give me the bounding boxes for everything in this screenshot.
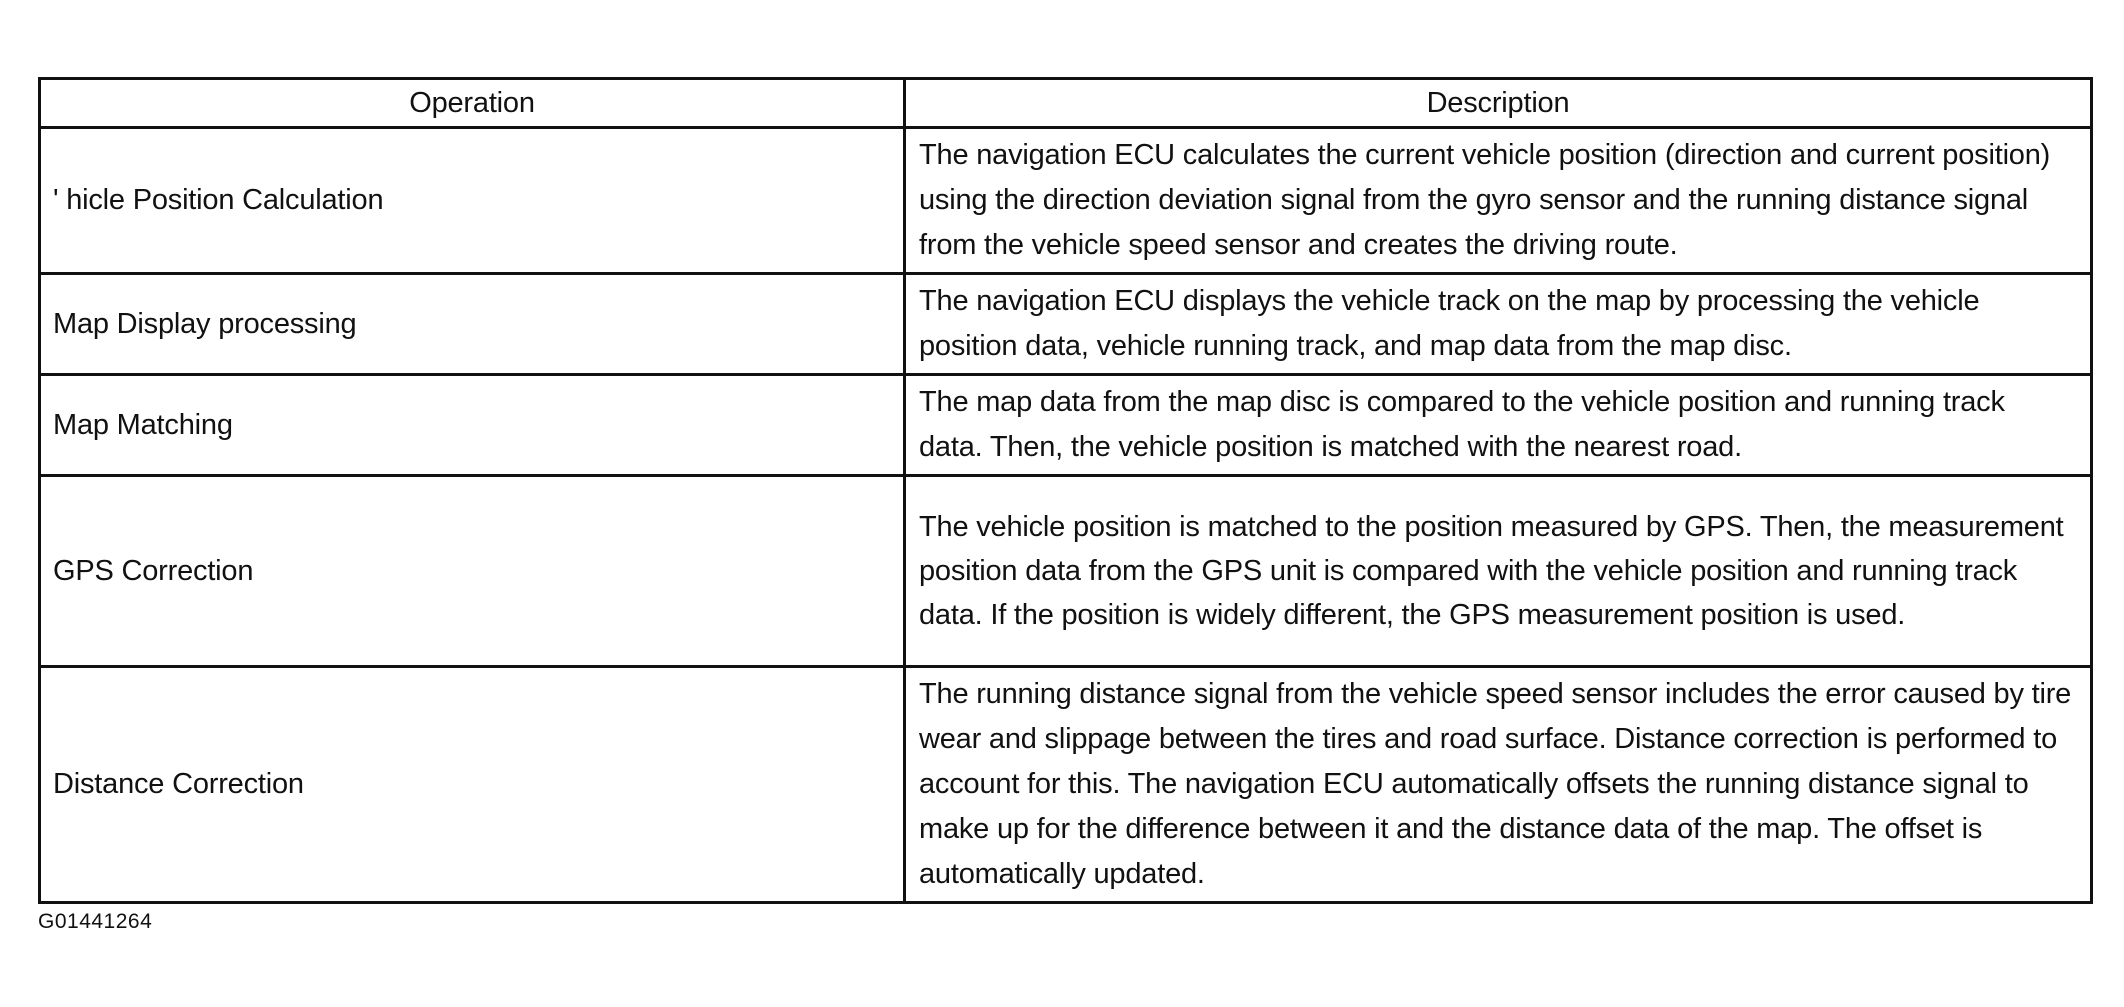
table-row <box>40 128 2092 274</box>
operations-table <box>38 77 2093 904</box>
operation-cell: GPS Correction <box>40 476 905 667</box>
table-row <box>40 375 2092 476</box>
operation-cell: Map Display processing <box>40 274 905 375</box>
table-header-row <box>40 79 2092 128</box>
operation-cell: ' hicle Position Calculation <box>40 128 905 274</box>
header-operation: Operation <box>40 79 905 128</box>
description-cell: The running distance signal from the vehicle speed sensor includes the error caused by tire wear and slippage between the tires and road surface. Distance correction is performed to account for this. The navigation ECU automatically offsets the running distance signal to make up for the difference between it and the distance data of the map. The offset is automatically updated. <box>905 667 2092 903</box>
description-cell: The vehicle position is matched to the position measured by GPS. Then, the measurement position data from the GPS unit is compared with the vehicle position and running track data. If the position is widely different, the GPS measurement position is used. <box>905 476 2092 667</box>
description-cell: The navigation ECU calculates the current vehicle position (direction and current position) using the direction deviation signal from the gyro sensor and the running distance signal from the vehicle speed sensor and creates the driving route. <box>905 128 2092 274</box>
table-row <box>40 667 2092 903</box>
table-row <box>40 476 2092 667</box>
figure-id-label: G01441264 <box>38 910 153 933</box>
description-cell: The navigation ECU displays the vehicle track on the map by processing the vehicle position data, vehicle running track, and map data from the map disc. <box>905 274 2092 375</box>
header-description: Description <box>905 79 2092 128</box>
operation-cell: Map Matching <box>40 375 905 476</box>
description-cell: The map data from the map disc is compared to the vehicle position and running track data. Then, the vehicle position is matched with the nearest road. <box>905 375 2092 476</box>
operation-cell: Distance Correction <box>40 667 905 903</box>
table-row <box>40 274 2092 375</box>
